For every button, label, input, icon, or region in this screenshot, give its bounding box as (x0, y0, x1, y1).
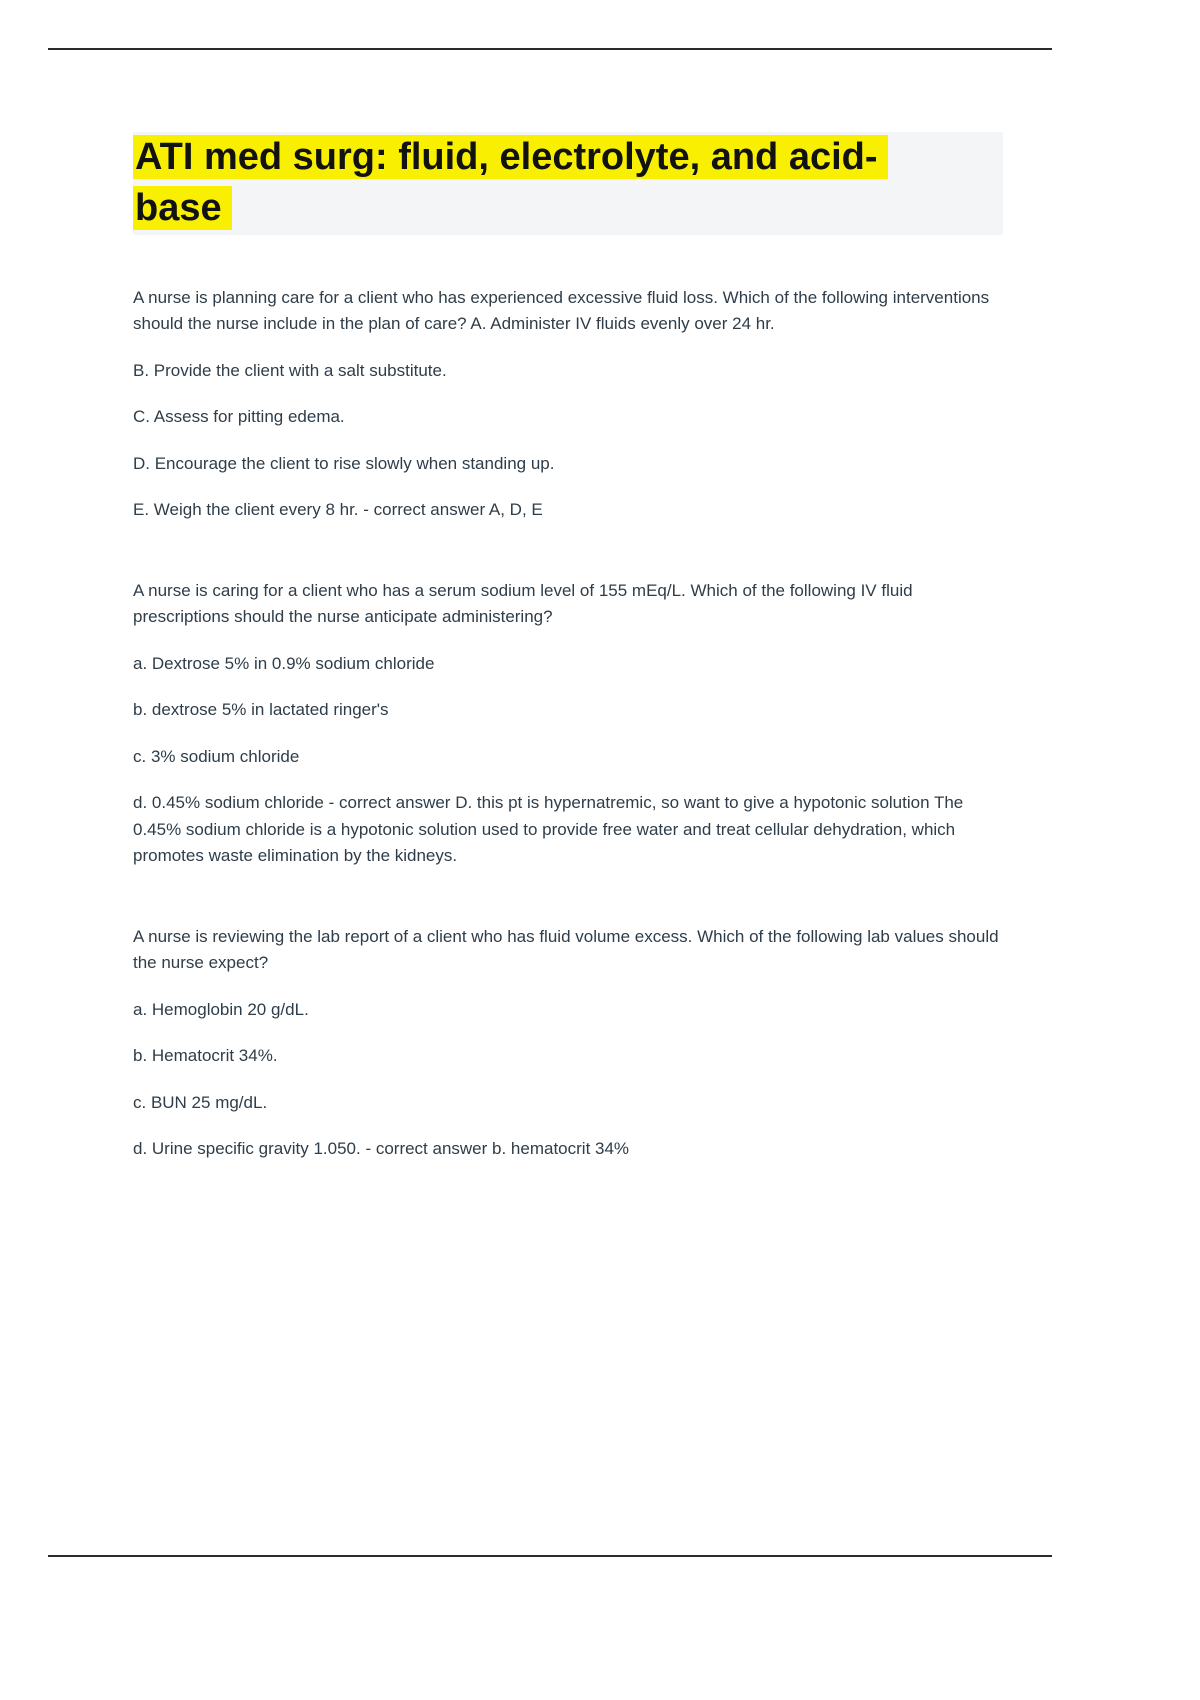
option-paragraph: b. Hematocrit 34%. (133, 1046, 278, 1066)
option-paragraph: a. Hemoglobin 20 g/dL. (133, 999, 309, 1019)
page-title (133, 132, 963, 235)
page-title-highlight: ATI med surg: fluid, electrolyte, and acid-base (133, 135, 888, 230)
question-paragraph: A nurse is planning care for a client who has experienced excessive fluid loss. Which of the following interventions should the nurse include in the plan of care? A. Administer IV fluids evenly over 24 hr. (133, 287, 990, 334)
title-block (133, 132, 1003, 235)
top-rule (48, 48, 1052, 50)
option-paragraph: D. Encourage the client to rise slowly when standing up. (133, 453, 555, 473)
question-paragraph: A nurse is caring for a client who has a serum sodium level of 155 mEq/L. Which of the following IV fluid prescriptions should the nurse anticipate administering? (133, 580, 913, 627)
option-paragraph: C. Assess for pitting edema. (133, 407, 345, 427)
option-paragraph: d. 0.45% sodium chloride - correct answer D. this pt is hypernatremic, so want to give a hypotonic solution The 0.45% sodium chloride is a hypotonic solution used to provide free water and treat cellular dehydration, which promotes waste elimination by the kidneys. (133, 793, 964, 866)
option-paragraph: E. Weigh the client every 8 hr. - correct answer A, D, E (133, 500, 543, 520)
option-paragraph: a. Dextrose 5% in 0.9% sodium chloride (133, 653, 435, 673)
option-paragraph: c. 3% sodium chloride (133, 746, 300, 766)
question-paragraph: A nurse is reviewing the lab report of a client who has fluid volume excess. Which of the following lab values should the nurse expect? (133, 926, 999, 973)
option-paragraph: c. BUN 25 mg/dL. (133, 1092, 268, 1112)
bottom-rule (48, 1555, 1052, 1557)
option-paragraph: B. Provide the client with a salt substitute. (133, 360, 447, 380)
option-paragraph: b. dextrose 5% in lactated ringer's (133, 700, 389, 720)
option-paragraph: d. Urine specific gravity 1.050. - correct answer b. hematocrit 34% (133, 1139, 630, 1159)
document-content (133, 132, 1003, 1183)
